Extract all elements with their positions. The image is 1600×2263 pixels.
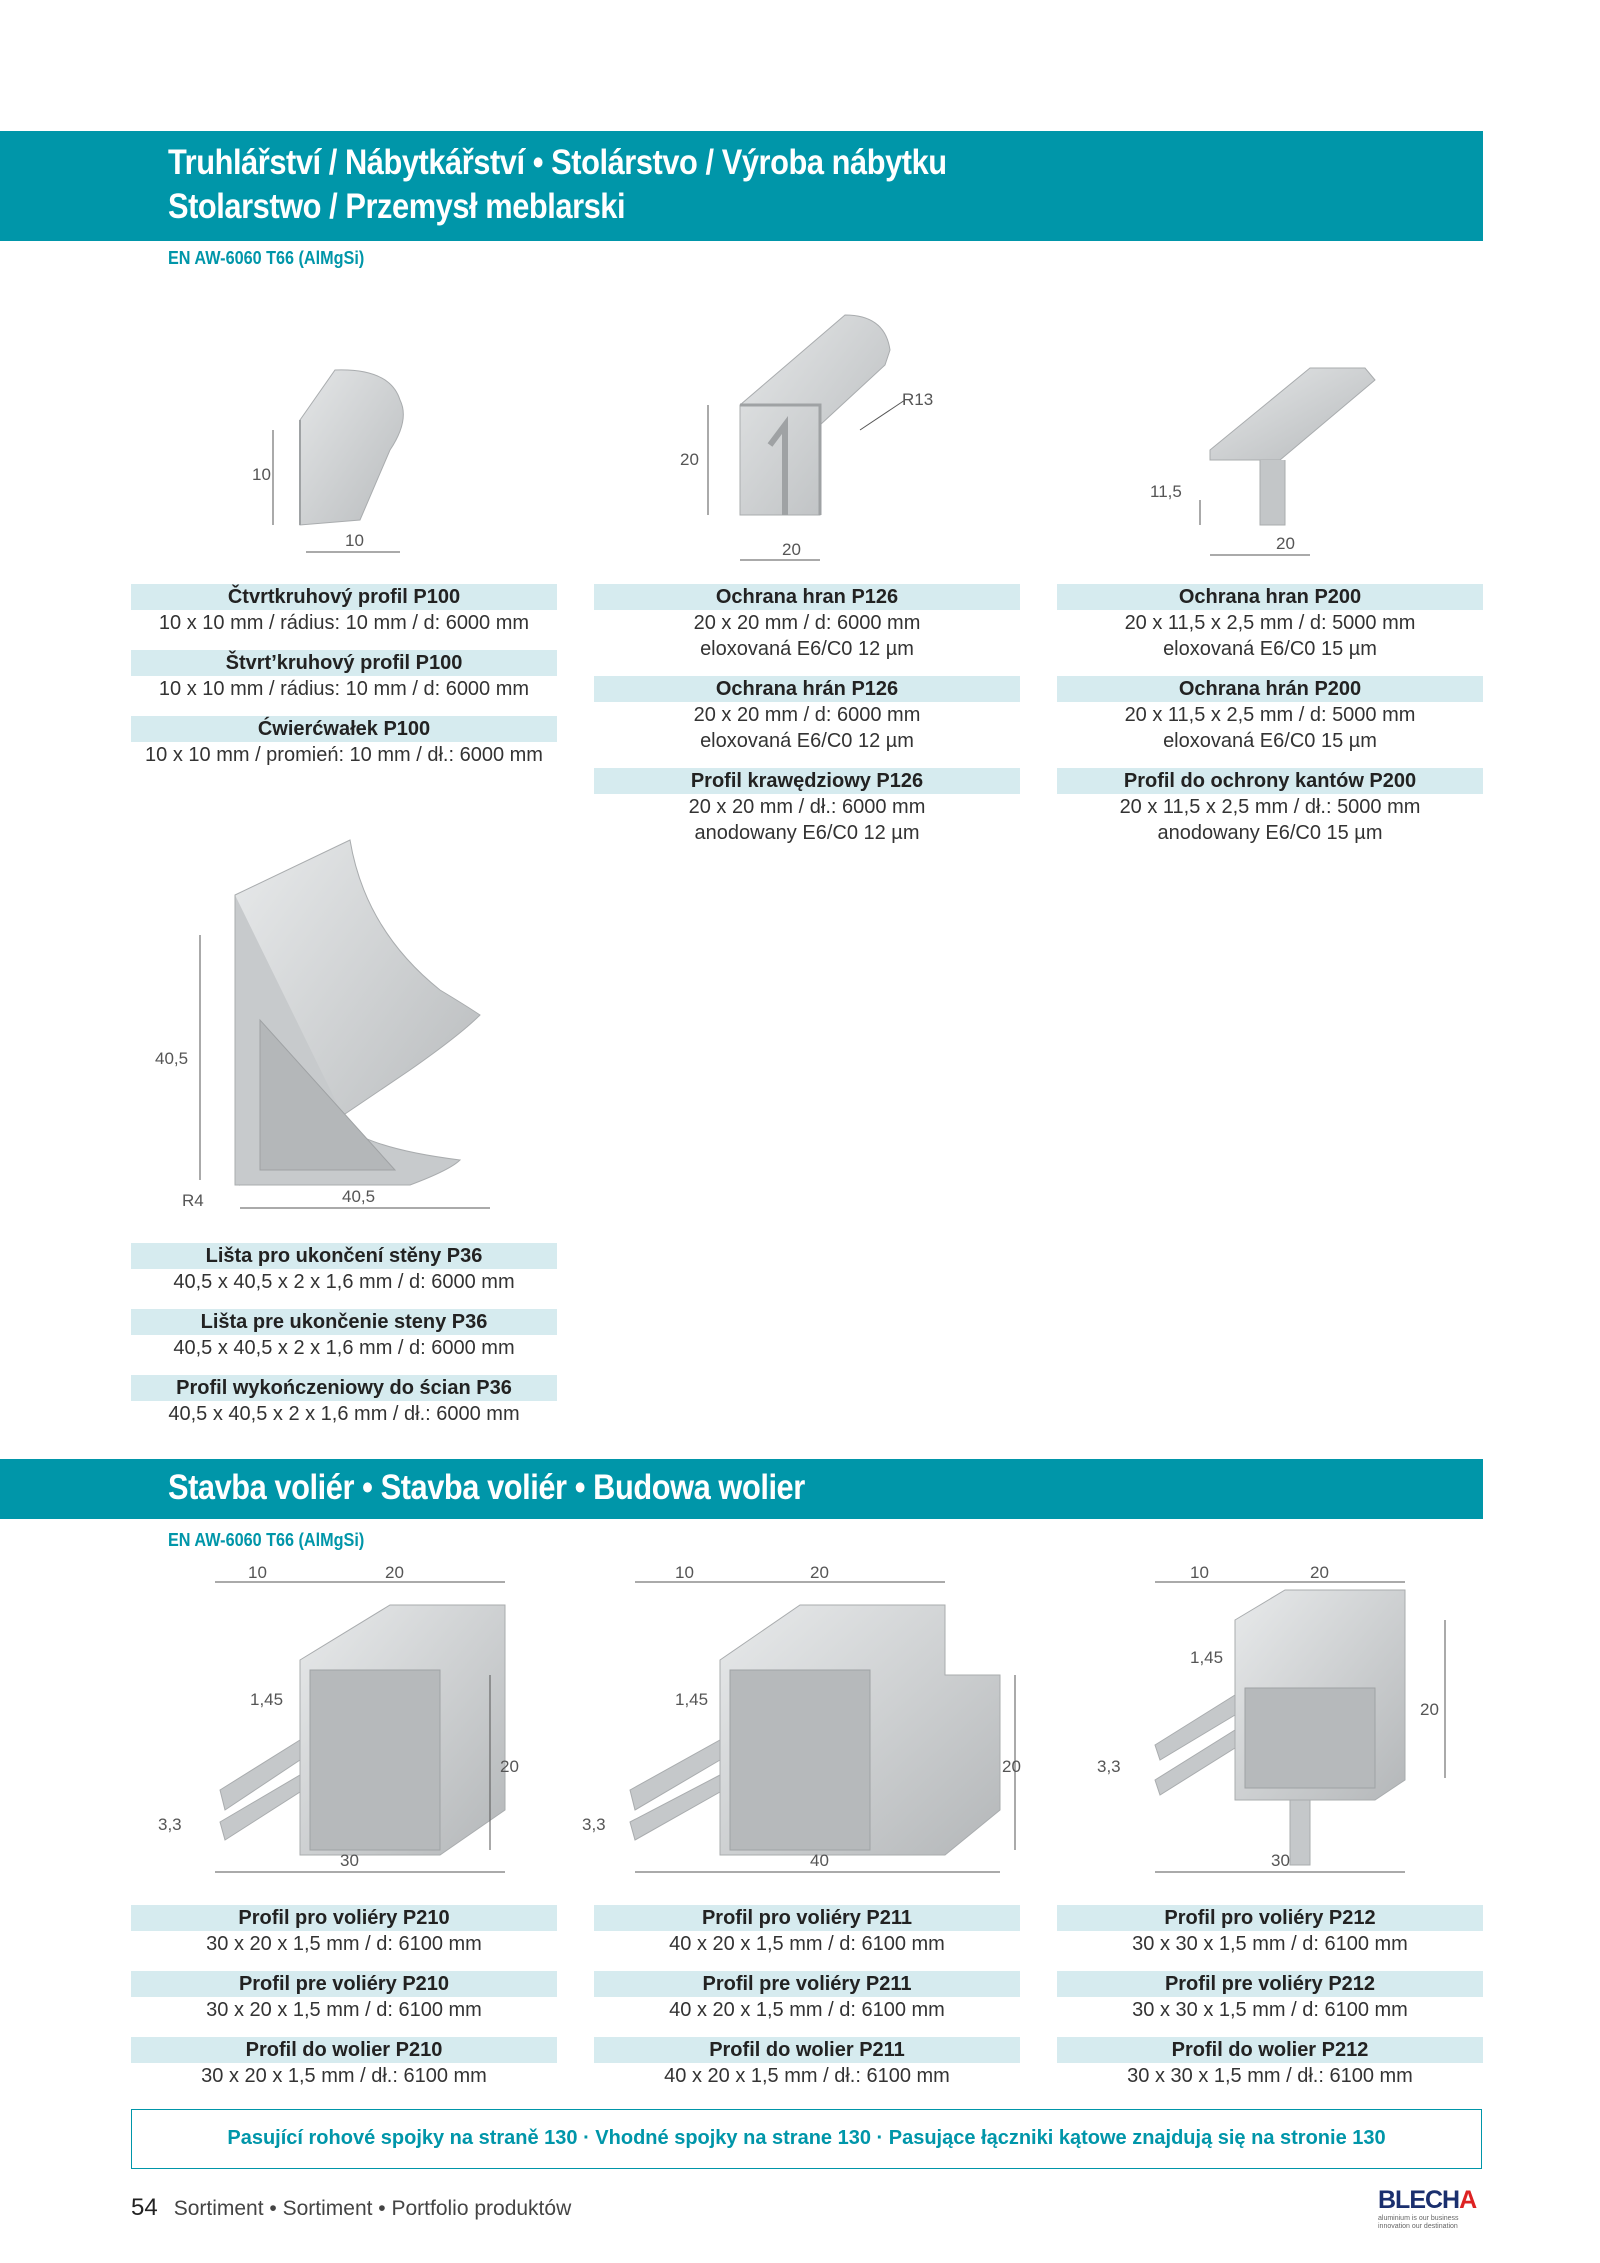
product-detail: 40 x 20 x 1,5 mm / d: 6100 mm bbox=[669, 1933, 945, 1955]
p200-dim-height: 11,5 bbox=[1150, 482, 1182, 501]
p126-dim-radius: R13 bbox=[902, 390, 934, 409]
product-detail: 20 x 11,5 x 2,5 mm / d: 5000 mm bbox=[1124, 612, 1416, 634]
product-label: Ochrana hrán P200 bbox=[1057, 676, 1483, 702]
product-label: Štvrt’kruhový profil P100 bbox=[131, 650, 557, 676]
p100-dim-height: 10 bbox=[252, 465, 271, 484]
product-label: Profil pre voliéry P212 bbox=[1057, 1971, 1483, 1997]
product-detail: eloxovaná E6/C0 15 µm bbox=[1163, 638, 1377, 660]
p126-dim-height: 20 bbox=[680, 450, 699, 469]
product-detail: 30 x 30 x 1,5 mm / d: 6100 mm bbox=[1132, 1999, 1408, 2021]
p211-dim-wall: 1,45 bbox=[675, 1690, 709, 1709]
product-label: Profil pre voliéry P211 bbox=[594, 1971, 1020, 1997]
p212-dim-wall: 1,45 bbox=[1190, 1648, 1224, 1667]
connector-note: Pasující rohové spojky na straně 130 · Vhodné spojky na strane 130 · Pasujące łączniki kątowe znajdują się na stronie 130 bbox=[131, 2109, 1482, 2169]
p36-dim-width: 40,5 bbox=[342, 1187, 376, 1206]
product-detail: 30 x 20 x 1,5 mm / d: 6100 mm bbox=[206, 1999, 482, 2021]
product-p212-info bbox=[1057, 1905, 1483, 2089]
product-label: Čtvrtkruhový profil P100 bbox=[131, 584, 557, 610]
section1-title-line2: Stolarstwo / Przemysł meblarski bbox=[168, 187, 626, 226]
p36-dim-height: 40,5 bbox=[155, 1049, 189, 1068]
profile-p126-drawing bbox=[670, 305, 934, 565]
p36-dim-radius: R4 bbox=[182, 1191, 204, 1210]
section1-header bbox=[0, 131, 1483, 241]
product-detail: 40,5 x 40,5 x 2 x 1,6 mm / d: 6000 mm bbox=[173, 1271, 515, 1293]
p212-dim-fin: 3,3 bbox=[1097, 1757, 1121, 1776]
product-label: Ochrana hran P200 bbox=[1057, 584, 1483, 610]
product-detail: eloxovaná E6/C0 12 µm bbox=[700, 638, 914, 660]
p211-dim-fin: 3,3 bbox=[582, 1815, 606, 1834]
p211-dim-height: 20 bbox=[1002, 1757, 1021, 1776]
p210-dim-top2: 20 bbox=[385, 1563, 404, 1582]
product-detail: 20 x 20 mm / d: 6000 mm bbox=[693, 704, 921, 726]
product-p211-info bbox=[594, 1905, 1020, 2089]
product-label: Ochrana hrán P126 bbox=[594, 676, 1020, 702]
profile-p100-drawing bbox=[240, 360, 460, 570]
page-footer bbox=[131, 2194, 571, 2222]
product-label: Profil pro voliéry P210 bbox=[131, 1905, 557, 1931]
p100-dim-width: 10 bbox=[345, 531, 364, 550]
footer-text: Sortiment • Sortiment • Portfolio produktów bbox=[173, 2197, 572, 2220]
product-label: Ćwierćwałek P100 bbox=[131, 716, 557, 742]
product-p126-info bbox=[594, 584, 1020, 846]
p210-dim-fin: 3,3 bbox=[158, 1815, 182, 1834]
p212-dim-top1: 10 bbox=[1190, 1563, 1209, 1582]
product-detail: 40,5 x 40,5 x 2 x 1,6 mm / dł.: 6000 mm bbox=[168, 1403, 520, 1425]
logo-accent: A bbox=[1459, 2186, 1477, 2214]
product-detail: 10 x 10 mm / rádius: 10 mm / d: 6000 mm bbox=[158, 678, 530, 700]
product-detail: 30 x 30 x 1,5 mm / d: 6100 mm bbox=[1132, 1933, 1408, 1955]
product-detail: 40,5 x 40,5 x 2 x 1,6 mm / d: 6000 mm bbox=[173, 1337, 515, 1359]
product-p36-info bbox=[131, 1243, 557, 1427]
product-detail: anodowany E6/C0 15 µm bbox=[1157, 822, 1383, 844]
section2-spec: EN AW-6060 T66 (AlMgSi) bbox=[168, 1530, 365, 1550]
product-label: Profil do wolier P210 bbox=[131, 2037, 557, 2063]
p200-dim-width: 20 bbox=[1276, 534, 1295, 553]
product-label: Profil krawędziowy P126 bbox=[594, 768, 1020, 794]
profile-p200-drawing bbox=[1140, 360, 1400, 570]
product-detail: 40 x 20 x 1,5 mm / dł.: 6100 mm bbox=[664, 2065, 950, 2087]
logo-tagline1: aluminium is our business bbox=[1378, 2215, 1459, 2222]
product-label: Profil do ochrony kantów P200 bbox=[1057, 768, 1483, 794]
p126-dim-width: 20 bbox=[782, 540, 801, 559]
product-label: Ochrana hran P126 bbox=[594, 584, 1020, 610]
section2-header bbox=[0, 1459, 1483, 1519]
brand-logo bbox=[1378, 2186, 1484, 2231]
product-p200-info bbox=[1057, 584, 1483, 846]
product-detail: 20 x 11,5 x 2,5 mm / dł.: 5000 mm bbox=[1119, 796, 1421, 818]
product-detail: 10 x 10 mm / rádius: 10 mm / d: 6000 mm bbox=[158, 612, 530, 634]
product-detail: 10 x 10 mm / promień: 10 mm / dł.: 6000 mm bbox=[145, 744, 543, 766]
product-label: Profil do wolier P212 bbox=[1057, 2037, 1483, 2063]
product-detail: 30 x 30 x 1,5 mm / dł.: 6100 mm bbox=[1127, 2065, 1413, 2087]
p211-dim-top1: 10 bbox=[675, 1563, 694, 1582]
product-label: Profil wykończeniowy do ścian P36 bbox=[131, 1375, 557, 1401]
product-detail: anodowany E6/C0 12 µm bbox=[694, 822, 920, 844]
logo-tagline2: innovation our destination bbox=[1378, 2223, 1458, 2230]
product-detail: 30 x 20 x 1,5 mm / dł.: 6100 mm bbox=[201, 2065, 487, 2087]
p211-dim-width: 40 bbox=[810, 1851, 829, 1870]
product-detail: eloxovaná E6/C0 15 µm bbox=[1163, 730, 1377, 752]
product-label: Profil pre voliéry P210 bbox=[131, 1971, 557, 1997]
product-detail: 30 x 20 x 1,5 mm / d: 6100 mm bbox=[206, 1933, 482, 1955]
product-detail: 20 x 20 mm / d: 6000 mm bbox=[693, 612, 921, 634]
p211-dim-top2: 20 bbox=[810, 1563, 829, 1582]
profile-p212-drawing bbox=[1085, 1560, 1465, 1890]
p210-dim-top1: 10 bbox=[248, 1563, 267, 1582]
profile-p210-drawing bbox=[150, 1560, 560, 1890]
product-label: Profil pro voliéry P211 bbox=[594, 1905, 1020, 1931]
product-detail: 40 x 20 x 1,5 mm / d: 6100 mm bbox=[669, 1999, 945, 2021]
page-number: 54 bbox=[131, 2194, 158, 2221]
section1-spec: EN AW-6060 T66 (AlMgSi) bbox=[168, 248, 365, 268]
profile-p36-drawing bbox=[150, 840, 530, 1220]
product-detail: eloxovaná E6/C0 12 µm bbox=[700, 730, 914, 752]
product-label: Profil do wolier P211 bbox=[594, 2037, 1020, 2063]
product-label: Profil pro voliéry P212 bbox=[1057, 1905, 1483, 1931]
product-label: Lišta pro ukončení stěny P36 bbox=[131, 1243, 557, 1269]
p212-dim-top2: 20 bbox=[1310, 1563, 1329, 1582]
product-label: Lišta pre ukončenie steny P36 bbox=[131, 1309, 557, 1335]
product-detail: 20 x 20 mm / dł.: 6000 mm bbox=[688, 796, 926, 818]
product-p210-info bbox=[131, 1905, 557, 2089]
p212-dim-height: 20 bbox=[1420, 1700, 1439, 1719]
logo-main: BLECH bbox=[1378, 2186, 1460, 2214]
p210-dim-height: 20 bbox=[500, 1757, 519, 1776]
profile-p211-drawing bbox=[570, 1560, 1030, 1890]
section2-title: Stavba voliér • Stavba voliér • Budowa wolier bbox=[168, 1468, 805, 1507]
p210-dim-width: 30 bbox=[340, 1851, 359, 1870]
p210-dim-wall: 1,45 bbox=[250, 1690, 284, 1709]
p212-dim-width: 30 bbox=[1271, 1851, 1290, 1870]
section1-title-line1: Truhlářství / Nábytkářství • Stolárstvo / Výroba nábytku bbox=[168, 143, 947, 182]
product-p100-info bbox=[131, 584, 557, 768]
product-detail: 20 x 11,5 x 2,5 mm / d: 5000 mm bbox=[1124, 704, 1416, 726]
